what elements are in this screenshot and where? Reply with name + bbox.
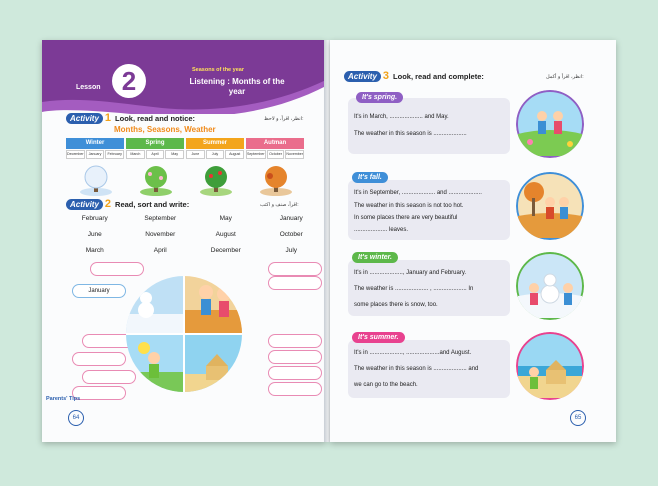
- month-cell: May: [165, 150, 184, 159]
- page-number-left: 64: [68, 410, 84, 426]
- season-name: Spring: [126, 138, 184, 149]
- grid-month: October: [279, 231, 303, 238]
- month-cell: December: [66, 150, 85, 159]
- season-name: Autman: [246, 138, 304, 149]
- months-seasons-heading: Months, Seasons, Weather: [114, 125, 216, 134]
- section-line: The weather in this season is ....................: [354, 131, 467, 137]
- lesson-number: 2: [112, 64, 146, 98]
- winter-scene-image: [516, 252, 584, 320]
- answer-oval[interactable]: [268, 350, 322, 364]
- answer-oval[interactable]: [268, 262, 322, 276]
- activity-badge: Activity: [66, 199, 103, 210]
- grid-row: [62, 215, 324, 231]
- lesson-label: Lesson: [76, 84, 101, 91]
- parents-tips: Parents' Tips: [46, 396, 81, 402]
- section-tag: It's winter.: [352, 252, 398, 263]
- activity-1-arabic: انظر، اقرأ، و لاحظ:: [264, 116, 304, 122]
- left-page: [42, 40, 326, 442]
- grid-month: May: [219, 215, 232, 222]
- activity-3-arabic: انظر، اقرأ و أكمل:: [546, 74, 584, 80]
- answer-oval[interactable]: [90, 262, 144, 276]
- answer-oval[interactable]: [268, 276, 322, 290]
- activity-1-header: [66, 112, 195, 124]
- summer-scene-image: [516, 332, 584, 400]
- activity-badge: Activity: [66, 113, 103, 124]
- section-tag: It's fall.: [352, 172, 388, 183]
- grid-month: July: [285, 247, 298, 254]
- section-line: we can go to the beach.: [354, 382, 418, 388]
- seasons-table: [66, 138, 304, 159]
- answer-oval-example[interactable]: January: [72, 284, 126, 298]
- summer-tree-icon: [198, 164, 234, 196]
- banner-subtitle: Seasons of the year: [192, 67, 244, 73]
- season-spring: [126, 138, 184, 159]
- section-line: It's in September, .................... and ....................: [354, 190, 482, 196]
- grid-month: April: [153, 247, 167, 254]
- section-line: The weather in this season is not too hot.: [354, 203, 464, 209]
- season-name: Winter: [66, 138, 124, 149]
- grid-month: March: [85, 247, 104, 254]
- grid-month: June: [87, 231, 102, 238]
- answer-oval[interactable]: [82, 370, 136, 384]
- section-line: It's in ...................., ....................and August.: [354, 350, 472, 356]
- section-line: The weather in this season is .................... and: [354, 366, 479, 372]
- activity-number: 2: [104, 198, 112, 210]
- season-autumn: [246, 138, 304, 159]
- answer-oval[interactable]: [268, 334, 322, 348]
- activity-title: Look, read and complete:: [393, 71, 484, 81]
- seasons-collage-image: [124, 262, 244, 402]
- winter-tree-icon: [78, 164, 114, 196]
- section-line: some places there is snow, too.: [354, 302, 438, 308]
- section-line: .................... leaves.: [354, 227, 409, 233]
- spring-tree-icon: [138, 164, 174, 196]
- section-tag: It's spring.: [356, 92, 403, 103]
- month-cell: March: [126, 150, 145, 159]
- activity-3-header: [344, 70, 484, 82]
- spring-panel: [348, 98, 510, 154]
- grid-month: August: [215, 231, 236, 238]
- month-cell: November: [285, 150, 304, 159]
- grid-row: [62, 231, 324, 247]
- activity-number: 1: [104, 112, 112, 124]
- grid-row: [62, 247, 324, 263]
- section-line: It's in March, .................... and May.: [354, 114, 449, 120]
- month-cell: June: [186, 150, 205, 159]
- banner-title: Listening : Months of the year: [189, 77, 285, 96]
- grid-month: December: [210, 247, 241, 254]
- spring-scene-image: [516, 90, 584, 158]
- season-summer: [186, 138, 244, 159]
- grid-month: February: [81, 215, 108, 222]
- month-cell: August: [225, 150, 244, 159]
- activity-title: Look, read and notice:: [115, 113, 196, 123]
- section-line: It's in ...................., January and February.: [354, 270, 467, 276]
- activity-badge: Activity: [344, 71, 381, 82]
- months-grid: [62, 215, 324, 263]
- month-cell: July: [206, 150, 225, 159]
- season-winter: [66, 138, 124, 159]
- page-number-right: 65: [570, 410, 586, 426]
- month-cell: September: [246, 150, 266, 159]
- section-line: The weather is .................... , .................... In: [354, 286, 474, 292]
- activity-2-arabic: اقرأ، صنف و اكتب:: [260, 202, 299, 208]
- month-cell: January: [86, 150, 105, 159]
- month-cell: April: [146, 150, 165, 159]
- grid-month: September: [144, 215, 177, 222]
- answer-oval[interactable]: [72, 352, 126, 366]
- answer-oval[interactable]: [268, 366, 322, 380]
- right-page: [330, 40, 616, 442]
- month-cell: October: [267, 150, 285, 159]
- grid-month: January: [279, 215, 303, 222]
- fall-scene-image: [516, 172, 584, 240]
- activity-number: 3: [382, 70, 390, 82]
- autumn-tree-icon: [258, 164, 294, 196]
- activity-title: Read, sort and write:: [115, 199, 190, 209]
- section-line: In some places there are very beautiful: [354, 215, 458, 221]
- season-name: Summer: [186, 138, 244, 149]
- answer-oval[interactable]: [268, 382, 322, 396]
- month-cell: February: [105, 150, 124, 159]
- activity-2-header: [66, 198, 189, 210]
- grid-month: November: [145, 231, 176, 238]
- section-tag: It's summer.: [352, 332, 405, 343]
